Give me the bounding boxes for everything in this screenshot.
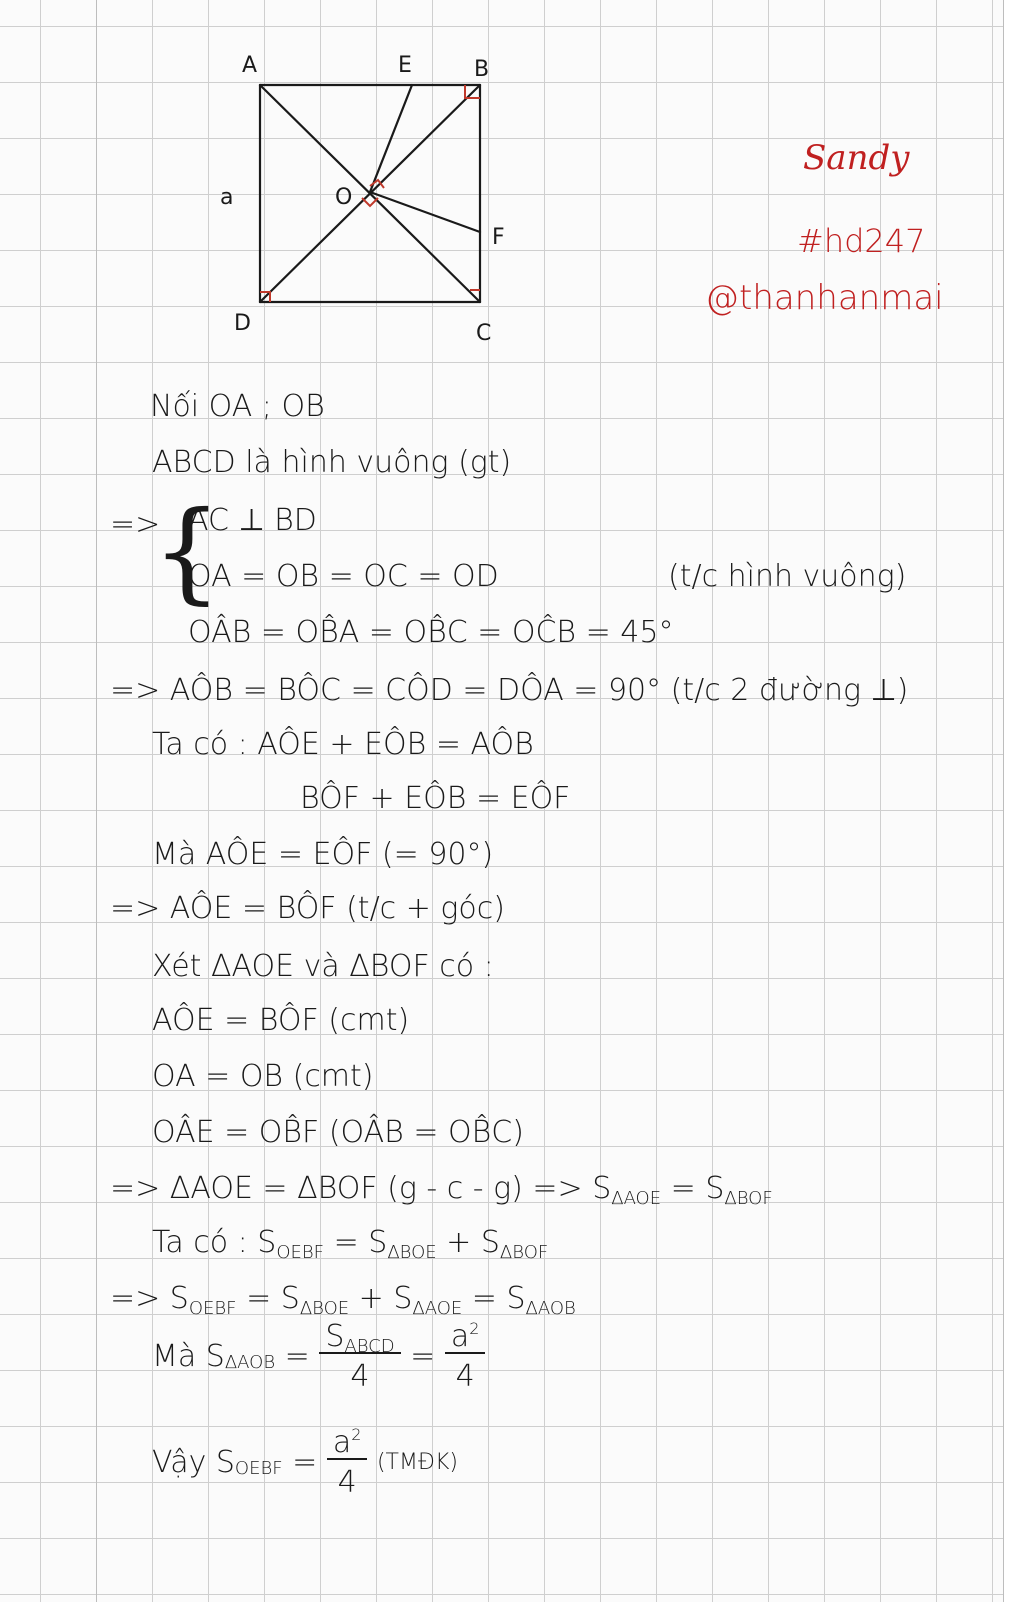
point-label-a: A — [242, 53, 258, 78]
signature-user: @thanhanmai — [705, 278, 944, 318]
line-triangle-congruent: => ΔAOE = ΔBOF $(g - c - g) => S_{\Delta AOE} = S_{\Delta BOF}$ — [110, 1171, 773, 1209]
point-label-o: O — [335, 185, 353, 210]
square-figure — [200, 40, 540, 360]
line-oa-ob-cmt: OA = OB (cmt) — [152, 1059, 374, 1094]
line-aoe-eof: Mà AÔE = EÔF (= 90°) — [152, 837, 494, 872]
line-consider-triangles: Xét ΔAOE và ΔBOF có : — [152, 949, 494, 984]
line-angle-cmt: AÔE = BÔF (cmt) — [152, 1003, 410, 1038]
line-square-property: (t/c hình vuông) — [668, 559, 907, 594]
point-label-e: E — [398, 53, 412, 78]
page-edge-right — [1003, 0, 1024, 1602]
point-label-c: C — [476, 321, 492, 346]
margin-line-left — [96, 0, 97, 1602]
point-label-b: B — [474, 57, 490, 82]
fraction-a-squared-over-4: $\frac{a^2}{4}$ — [445, 1322, 486, 1392]
segment-oe — [370, 85, 412, 192]
line-area-sum-1: Ta có : $S_{OEBF} = S_{\Delta BOE} + S_{\Delta BOF}$ — [152, 1225, 549, 1263]
signature-tag: #hd247 — [797, 222, 926, 260]
margin-line-right — [1003, 0, 1004, 1602]
line-aoe-bof: => AÔE = BÔF (t/c + góc) — [110, 891, 505, 926]
fraction-conclusion: $\frac{a^2}{4}$ — [327, 1428, 368, 1498]
line-oa-ob-oc-od: OA = OB = OC = OD — [188, 559, 499, 594]
line-area-aob: Mà $S_{\Delta AOB}$ = $\frac{S_{ABCD}}{4}$ = $\frac{a^2}{4}$ — [152, 1322, 485, 1392]
line-angle-sum-2: BÔF + EÔB = EÔF — [300, 781, 571, 816]
right-angle-mark-o — [362, 198, 378, 206]
line-connect: Nối OA ; OB — [150, 389, 325, 424]
line-square-given: ABCD là hình vuông (gt) — [152, 445, 512, 480]
line-90-angles: => AÔB = BÔC = CÔD = DÔA = 90° (t/c 2 đường ⊥) — [110, 673, 909, 708]
point-label-f: F — [492, 225, 505, 250]
line-oae-obf: OÂE = OB̂F (OÂB = OB̂C) — [152, 1115, 524, 1150]
system-brace: { — [152, 487, 222, 615]
segment-of — [370, 192, 480, 232]
line-ac-perp-bd: AC ⊥ BD — [188, 503, 317, 538]
line-area-sum-2: => $S_{OEBF} = S_{\Delta BOE} + S_{\Delta AOE} = S_{\Delta AOB}$ — [110, 1281, 576, 1319]
implies-1: => — [110, 507, 161, 542]
point-label-d: D — [234, 311, 251, 336]
line-45-angles: OÂB = OB̂A = OB̂C = OĈB = 45° — [188, 615, 674, 650]
signature-handle: Sandy — [803, 138, 910, 178]
line-conclusion: Vậy $S_{OEBF}$ = $\frac{a^2}{4}$ (TMĐK) — [152, 1425, 459, 1500]
line-angle-sum-1: Ta có : AÔE + EÔB = AÔB — [152, 727, 534, 762]
side-label-a: a — [220, 185, 234, 210]
fraction-abcd-over-4: $\frac{S_{ABCD}}{4}$ — [319, 1322, 400, 1392]
